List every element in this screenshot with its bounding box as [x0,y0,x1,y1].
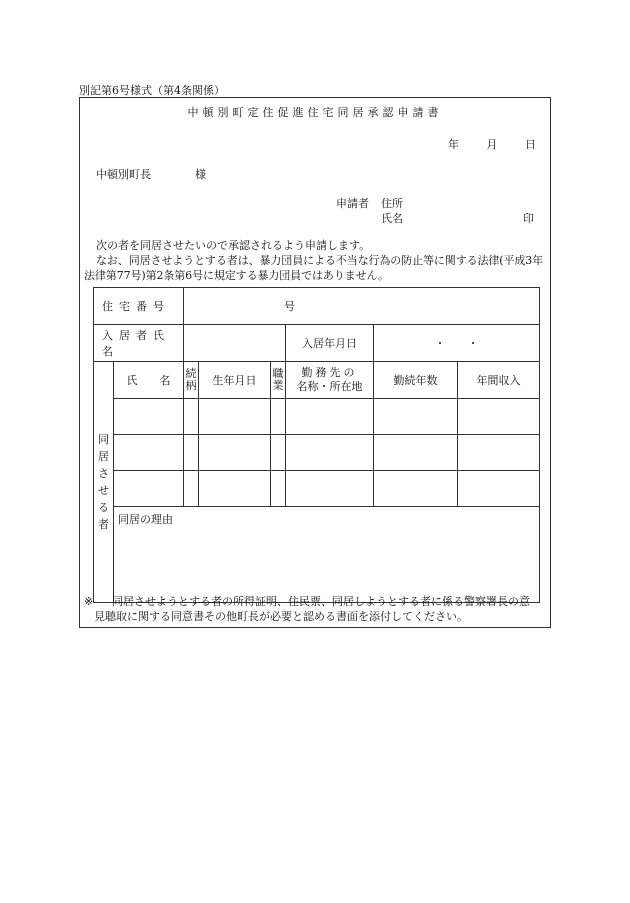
request-text [84,238,546,283]
applicant-name-label: 氏名 [381,212,403,225]
attachment-note [84,594,546,624]
col-annual-income: 年間収入 [458,362,540,399]
cell-name[interactable] [114,471,184,507]
addressee-name: 中頓別町長 [96,168,151,181]
move-in-date-field[interactable] [374,325,540,362]
cell-years[interactable] [374,435,458,471]
move-in-date-label: 入居年月日 [286,325,374,362]
form-title: 中頓別町定住促進住宅同居承認申請書 [187,106,443,119]
col-workplace-line1: 勤務先の [301,366,358,379]
col-years-of-service: 勤続年数 [374,362,458,399]
cell-occupation[interactable] [271,471,286,507]
cell-years[interactable] [374,471,458,507]
date-month: 月 [486,138,498,151]
cohabitant-table [93,287,540,603]
col-name: 氏 名 [114,362,184,399]
cell-birth-date[interactable] [199,471,271,507]
cell-relation[interactable] [184,471,199,507]
request-paragraph: 次の者を同居させたいので承認されるよう申請します。 [96,239,371,252]
note-mark: ※ [84,595,94,608]
cell-income[interactable] [458,435,540,471]
housing-number-label: 住宅番号 [94,288,184,325]
cell-income[interactable] [458,399,540,435]
cell-income[interactable] [458,471,540,507]
date-day: 日 [525,138,536,151]
applicant-address-label: 住所 [381,197,403,210]
col-workplace-line2: 名称・所在地 [296,380,363,393]
note-line1 [84,594,546,609]
table-row [94,435,540,471]
cell-birth-date[interactable] [199,435,271,471]
cell-birth-date[interactable] [199,399,271,435]
cell-workplace[interactable] [286,435,374,471]
resident-name-field[interactable] [184,325,286,362]
col-occupation: 職業 [271,362,286,399]
cell-relation[interactable] [184,399,199,435]
note-text-2: 見聴取に関する同意書その他町長が必要と認める書面を添付してください。 [94,610,468,623]
cell-workplace[interactable] [286,399,374,435]
seal-mark: 印 [523,212,534,225]
addressee-honorific: 様 [195,168,206,181]
col-birth-date: 生年月日 [199,362,271,399]
cell-workplace[interactable] [286,471,374,507]
move-in-date-value: ・ ・ [434,337,479,350]
addressee [96,166,206,182]
table-row [94,399,540,435]
form-number-label: 別記第6号様式（第4条関係） [79,84,225,97]
note-text-1: 同居させようとする者の所得証明、住民票、同居しようとする者に係る警察署長の意 [112,595,530,608]
date-year: 年 [448,138,459,151]
cell-relation[interactable] [184,435,199,471]
cell-name[interactable] [114,435,184,471]
application-form [79,97,551,628]
cell-occupation[interactable] [271,435,286,471]
cell-occupation[interactable] [271,399,286,435]
applicant-label: 申請者 [336,197,369,210]
cell-years[interactable] [374,399,458,435]
table-row [94,471,540,507]
cell-name[interactable] [114,399,184,435]
col-workplace [286,362,374,399]
cohabitation-reason-label: 同居の理由 [118,513,173,526]
date-line [424,136,536,152]
housing-number-suffix: 号 [284,300,295,313]
declaration-paragraph: なお、同居させようとする者は、暴力団員による不当な行為の防止等に関する法律(平成3年法律第77号)第2条第6号に規定する暴力団員ではありません。 [84,254,544,282]
resident-name-label: 入居者氏名 [94,325,184,362]
housing-number-field[interactable] [184,288,540,325]
cohabitant-side-label [94,362,114,603]
col-relation: 続柄 [184,362,199,399]
cohabitation-reason-field[interactable] [114,507,540,603]
cohabitant-side-text: 同居させる者 [98,433,109,531]
